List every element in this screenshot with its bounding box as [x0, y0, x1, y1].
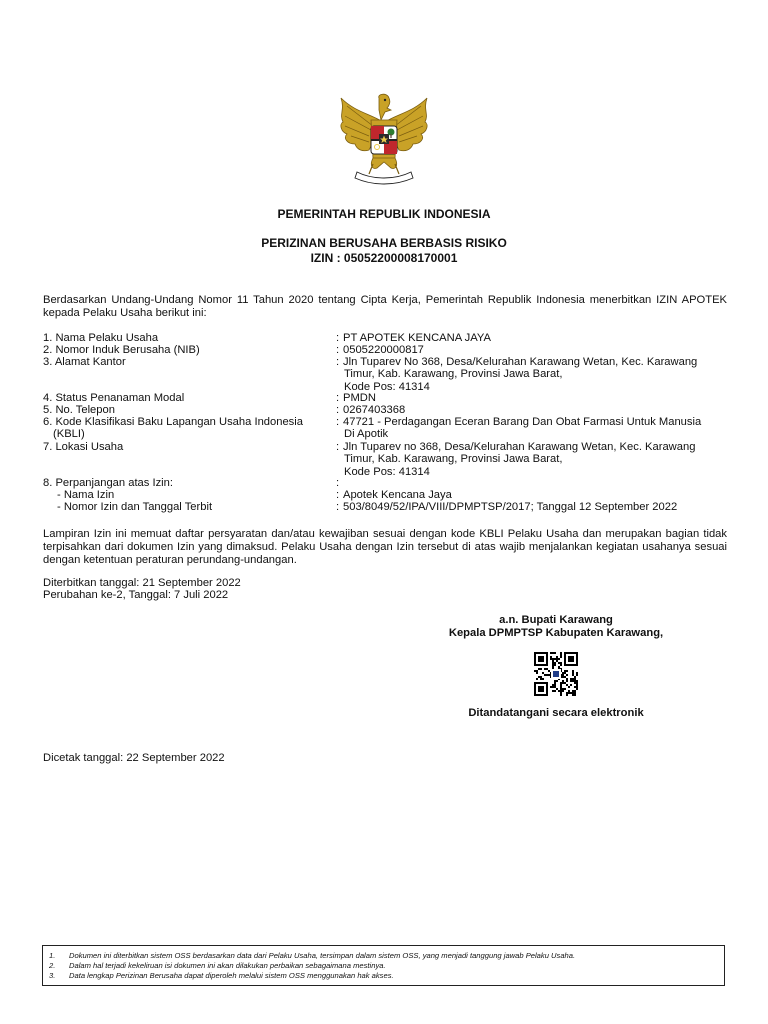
separator: : — [336, 416, 340, 428]
footnote-text: Dalam hal terjadi kekeliruan isi dokumen ini akan dilakukan perbaikan sebagaimana mestinya. — [69, 961, 386, 970]
separator: : — [336, 501, 340, 513]
field-value: 0505220000817 — [343, 344, 424, 356]
garuda-pancasila-icon — [333, 92, 435, 188]
footnote-item — [49, 951, 724, 961]
field-value: Jln Tuparev No 368, Desa/Kelurahan Karawang Wetan, Kec. Karawang — [343, 356, 698, 368]
field-value: 0267403368 — [343, 404, 406, 416]
field-value: Apotek Kencana Jaya — [343, 489, 452, 501]
field-label: - Nomor Izin dan Tanggal Terbit — [57, 501, 213, 513]
field-label-line: 6. Kode Klasifikasi Baku Lapangan Usaha Indonesia — [43, 416, 303, 428]
field-label: 8. Perpanjangan atas Izin: — [43, 477, 173, 489]
document-title: PERIZINAN BERUSAHA BERBASIS RISIKO — [261, 236, 507, 250]
field-value: Jln Tuparev no 368, Desa/Kelurahan Karawang Wetan, Kec. Karawang — [343, 441, 696, 453]
separator: : — [336, 404, 340, 416]
footnote-number: 1. — [49, 951, 56, 960]
government-title: PEMERINTAH REPUBLIK INDONESIA — [277, 207, 491, 221]
footnote-item — [49, 971, 724, 981]
field-label: 4. Status Penanaman Modal — [43, 392, 185, 404]
issued-date: Diterbitkan tanggal: 21 September 2022 — [43, 577, 241, 589]
separator: : — [336, 332, 340, 344]
separator: : — [336, 489, 340, 501]
garuda-emblem — [333, 92, 435, 188]
footnote-text: Dokumen ini diterbitkan sistem OSS berdasarkan data dari Pelaku Usaha, tersimpan dalam sistem OSS, yang menjadi tanggung jawab Pelaku Usaha. — [69, 951, 576, 960]
field-value-cont: Kode Pos: 41314 — [344, 465, 430, 478]
separator: : — [336, 477, 340, 489]
separator: : — [336, 392, 340, 404]
field-label: - Nama Izin — [57, 489, 115, 501]
signatory-office: Kepala DPMPTSP Kabupaten Karawang, — [448, 627, 664, 639]
field-label — [43, 416, 328, 441]
field-label: 5. No. Telepon — [43, 404, 115, 416]
field-value: PMDN — [343, 392, 376, 404]
field-value: 47721 - Perdagangan Eceran Barang Dan Obat Farmasi Untuk Manusia — [343, 416, 702, 428]
electronic-signature-note: Ditandatangani secara elektronik — [468, 707, 644, 719]
field-label-line: (KBLI) — [53, 428, 85, 441]
footnotes-box — [42, 945, 725, 986]
signatory-on-behalf: a.n. Bupati Karawang — [499, 614, 613, 626]
field-label: 7. Lokasi Usaha — [43, 441, 124, 453]
field-value-cont: Timur, Kab. Karawang, Provinsi Jawa Barat, — [344, 453, 563, 466]
intro-paragraph: Berdasarkan Undang-Undang Nomor 11 Tahun 2020 tentang Cipta Kerja, Pemerintah Republik Indonesia menerbitkan IZIN APOTEK kepada Pelaku Usaha berikut ini: — [43, 294, 727, 319]
qr-code-icon — [534, 652, 578, 696]
change-date: Perubahan ke-2, Tanggal: 7 Juli 2022 — [43, 589, 229, 601]
field-label: 3. Alamat Kantor — [43, 356, 126, 368]
qr-code-graphic — [534, 652, 578, 696]
license-number: IZIN : 05052200008170001 — [310, 251, 458, 265]
field-value-cont: Di Apotik — [344, 428, 389, 441]
footnote-item — [49, 961, 724, 971]
field-label: 2. Nomor Induk Berusaha (NIB) — [43, 344, 200, 356]
field-label: 1. Nama Pelaku Usaha — [43, 332, 159, 344]
separator: : — [336, 344, 340, 356]
field-value-cont: Timur, Kab. Karawang, Provinsi Jawa Barat, — [344, 368, 563, 381]
footnote-text: Data lengkap Perizinan Berusaha dapat diperoleh melalui sistem OSS menggunakan hak akses. — [69, 971, 394, 980]
footnote-number: 3. — [49, 971, 56, 980]
field-value: PT APOTEK KENCANA JAYA — [343, 332, 491, 344]
printed-date: Dicetak tanggal: 22 September 2022 — [43, 752, 225, 764]
field-value-cont: Kode Pos: 41314 — [344, 380, 430, 393]
separator: : — [336, 356, 340, 368]
separator: : — [336, 441, 340, 453]
field-value: 503/8049/52/IPA/VIII/DPMPTSP/2017; Tanggal 12 September 2022 — [343, 501, 678, 513]
footnote-number: 2. — [49, 961, 56, 970]
attachment-note: Lampiran Izin ini memuat daftar persyaratan dan/atau kewajiban sesuai dengan kode KBLI Pelaku Usaha dan merupakan bagian tidak terpisahkan dari dokumen Izin yang dimaksud. Pelaku Usaha dengan Izin tersebut di atas wajib menjalankan kegiatan usahanya sesuai dengan ketentuan peraturan perundang-undangan. — [43, 528, 727, 566]
